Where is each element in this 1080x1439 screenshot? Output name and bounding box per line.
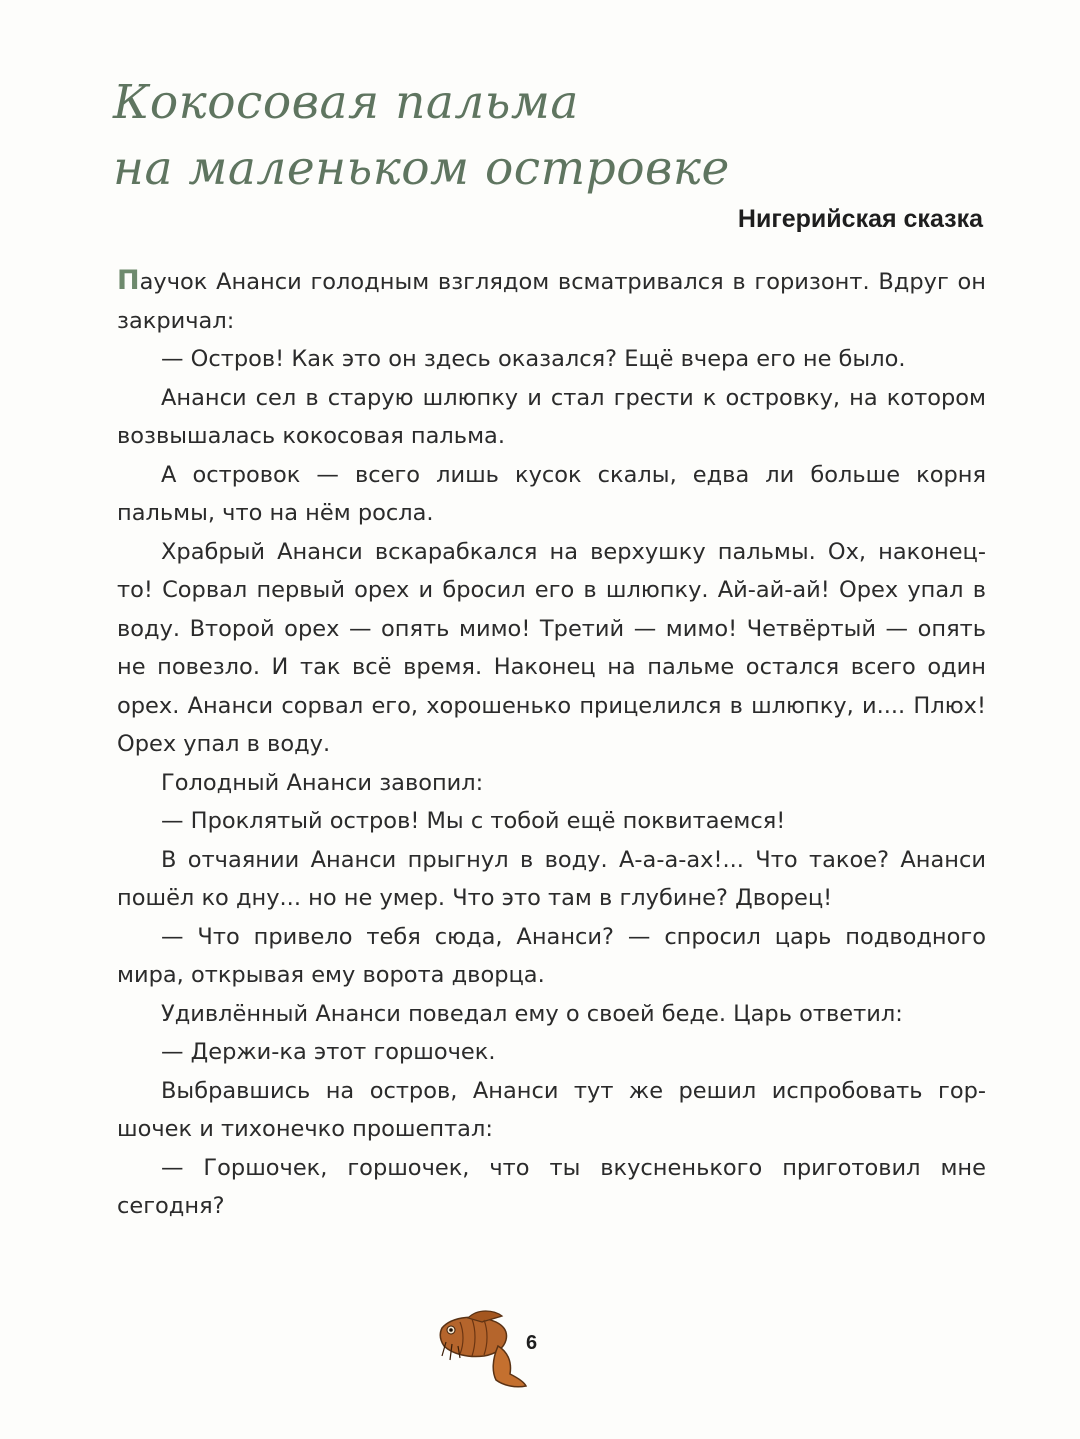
story-paragraph: — Проклятый остров! Мы с тобой ещё поквитаемся! xyxy=(161,808,786,834)
page-number: 6 xyxy=(526,1332,538,1354)
story-body xyxy=(117,262,986,1226)
story-title xyxy=(113,70,1013,202)
story-title-line-2: на маленьком островке xyxy=(113,141,730,196)
story-subtitle: Нигерийская сказка xyxy=(737,205,983,233)
story-paragraph: Выбравшись на остров, Ананси тут же решил испробовать горшочек и тихонечко прошептал: xyxy=(117,1077,986,1142)
story-paragraph: — Горшочек, горшочек, что ты вкусненького приготовил мне сегодня? xyxy=(117,1154,986,1219)
story-paragraph: Удивлённый Ананси поведал ему о своей беде. Царь ответил: xyxy=(161,1000,903,1027)
story-paragraph: А островок — всего лишь кусок скалы, едва ли больше корня пальмы, что на нём росла. xyxy=(117,461,986,526)
story-paragraph: — Что привело тебя сюда, Ананси? — спросил царь подводного мира, открывая ему ворота дворца. xyxy=(117,923,986,988)
fish-icon xyxy=(438,1308,528,1388)
story-paragraph-1 xyxy=(117,262,986,340)
story-paragraph: Ананси сел в старую шлюпку и стал грести к островку, на котором возвышалась кокосовая пальма. xyxy=(117,384,986,449)
drop-cap-letter: П xyxy=(117,265,140,296)
story-title-line-1: Кокосовая пальма xyxy=(113,75,579,130)
story-paragraph: Храбрый Ананси вскарабкался на верхушку пальмы. Ох, наконец-то! Сорвал первый орех и бросил его в шлюпку. Ай-ай-ай! Орех упал в воду. Второй орех — опять мимо! Третий — мимо! Четвёртый — опять не повезло. И так всё время. Наконец на пальме остался всего один орех. Ананси сорвал его, хорошенько прицелился в шлюпку, и.... Плюх! Орех упал в воду. xyxy=(117,538,986,757)
story-paragraph: Голодный Ананси завопил: xyxy=(161,769,484,796)
paragraph-text: аучок Ананси голодным взглядом всматривался в горизонт. Вдруг он закричал: xyxy=(117,269,986,334)
story-paragraph: — Держи-ка этот горшочек. xyxy=(161,1039,496,1065)
story-paragraph: В отчаянии Ананси прыгнул в воду. А-а-а-ах!... Что такое? Ананси пошёл ко дну... но не умер. Что это там в глубине? Дворец! xyxy=(117,846,986,911)
story-paragraph: — Остров! Как это он здесь оказался? Ещё вчера его не было. xyxy=(161,346,906,372)
